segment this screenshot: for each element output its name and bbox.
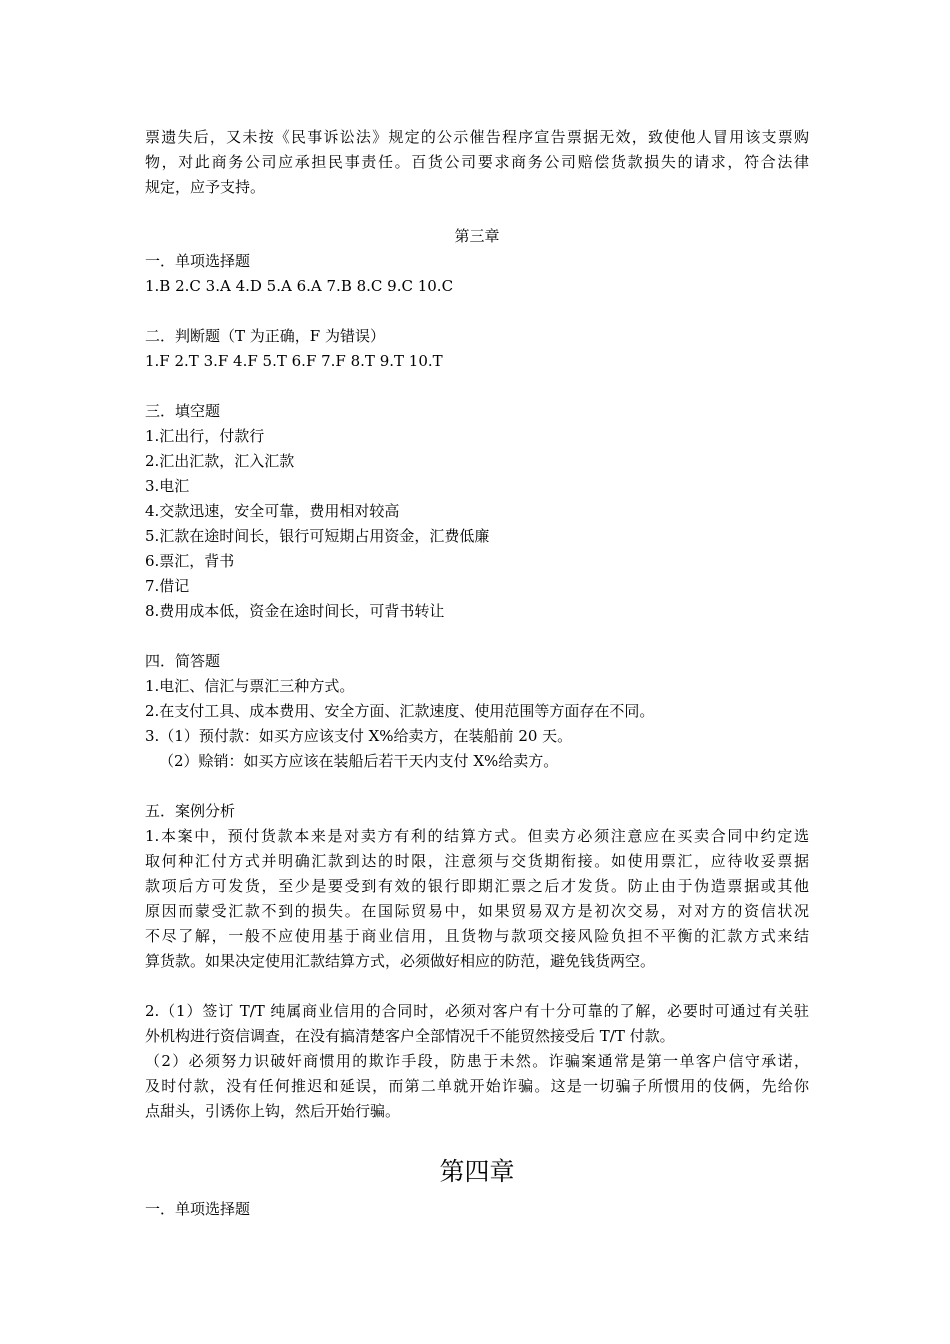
paragraph-line: 点甜头，引诱你上钩，然后开始行骗。 <box>145 1102 401 1120</box>
chapter-4-title: 第四章 <box>439 1157 515 1186</box>
list-item: 1.电汇、信汇与票汇三种方式。 <box>145 677 355 695</box>
paragraph-line: 1.本案中，预付货款本来是对卖方有利的结算方式。但卖方必须注意应在买卖合同中约定选 <box>145 827 809 845</box>
answer-row: 1.F 2.T 3.F 4.F 5.T 6.F 7.F 8.T 9.T 10.T <box>145 352 443 370</box>
list-item: 7.借记 <box>145 577 190 595</box>
paragraph-line: 不尽了解，一般不应使用基于商业信用，且货物与款项交接风险负担不平衡的汇款方式来结 <box>145 927 809 945</box>
section-heading: 一．单项选择题 <box>145 252 251 270</box>
paragraph-line: 原因而蒙受汇款不到的损失。在国际贸易中，如果贸易双方是初次交易，对对方的资信状况 <box>145 902 809 920</box>
list-item: 8.费用成本低，资金在途时间长，可背书转让 <box>145 602 445 620</box>
paragraph-line: 2.（1）签订 T/T 纯属商业信用的合同时，必须对客户有十分可靠的了解，必要时可通过有关驻 <box>145 1002 809 1020</box>
section-heading: 五．案例分析 <box>145 802 236 820</box>
paragraph-line: 算货款。如果决定使用汇款结算方式，必须做好相应的防范，避免钱货两空。 <box>145 952 656 970</box>
list-item: 1.汇出行，付款行 <box>145 427 265 445</box>
list-item: 6.票汇，背书 <box>145 552 235 570</box>
list-item: 3.（1）预付款：如买方应该支付 X%给卖方，在装船前 20 天。 <box>145 727 573 745</box>
paragraph-line: 外机构进行资信调查，在没有搞清楚客户全部情况千不能贸然接受后 T/T 付款。 <box>145 1027 675 1045</box>
list-item: 4.交款迅速，安全可靠，费用相对较高 <box>145 502 400 520</box>
list-item: 2.在支付工具、成本费用、安全方面、汇款速度、使用范围等方面存在不同。 <box>145 702 655 720</box>
paragraph-line: 款项后方可发货，至少是要受到有效的银行即期汇票之后才发货。防止由于伪造票据或其他 <box>145 877 809 895</box>
section-heading: 三．填空题 <box>145 402 221 420</box>
list-item: 5.汇款在途时间长，银行可短期占用资金，汇费低廉 <box>145 527 490 545</box>
answer-row: 1.B 2.C 3.A 4.D 5.A 6.A 7.B 8.C 9.C 10.C <box>145 277 454 295</box>
paragraph-line: （2）必须努力识破奸商惯用的欺诈手段，防患于未然。诈骗案通常是第一单客户信守承诺， <box>145 1052 809 1070</box>
chapter-3-title: 第三章 <box>454 227 500 245</box>
paragraph-line: 取何种汇付方式并明确汇款到达的时限，注意须与交货期衔接。如使用票汇，应待收妥票据 <box>145 852 809 870</box>
list-item: 3.电汇 <box>145 477 190 495</box>
list-item: 2.汇出汇款，汇入汇款 <box>145 452 295 470</box>
intro-line: 票遗失后，又未按《民事诉讼法》规定的公示催告程序宣告票据无效，致使他人冒用该支票购 <box>145 128 809 146</box>
paragraph-line: 及时付款，没有任何推迟和延误，而第二单就开始诈骗。这是一切骗子所惯用的伎俩，先给你 <box>145 1077 809 1095</box>
list-item: （2）赊销：如买方应该在装船后若干天内支付 X%给卖方。 <box>159 752 559 770</box>
section-heading: 二．判断题（T 为正确，F 为错误） <box>145 327 385 345</box>
intro-line: 规定，应予支持。 <box>145 178 266 196</box>
section-heading: 四．简答题 <box>145 652 221 670</box>
intro-line: 物，对此商务公司应承担民事责任。百货公司要求商务公司赔偿货款损失的请求，符合法律 <box>145 153 809 171</box>
section-heading: 一．单项选择题 <box>145 1200 251 1218</box>
